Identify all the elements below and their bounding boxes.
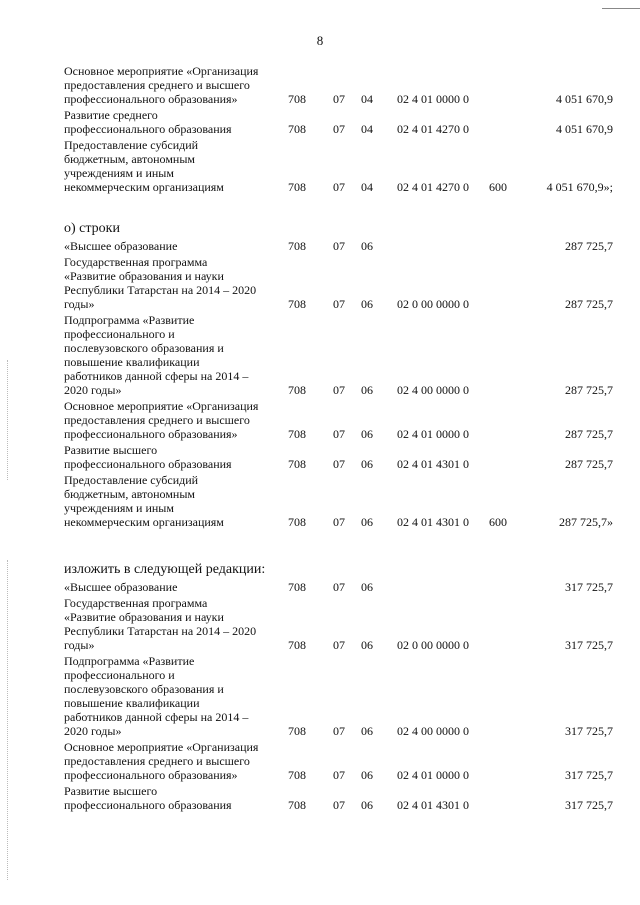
description-line: профессионального образования» (64, 768, 238, 782)
row-description (64, 654, 272, 738)
subsection-code: 06 (361, 798, 373, 812)
ministry-code: 708 (288, 427, 306, 441)
margin-scan-marks (7, 560, 9, 880)
description-line: Развитие высшего (64, 784, 158, 798)
margin-scan-marks (7, 360, 9, 480)
target-article-code: 02 4 01 0000 0 (397, 92, 469, 106)
amount-value: 287 725,7 (565, 239, 613, 253)
ministry-code: 708 (288, 798, 306, 812)
row-description (64, 443, 272, 471)
row-description (64, 313, 272, 397)
ministry-code: 708 (288, 92, 306, 106)
amount-value: 287 725,7 (565, 383, 613, 397)
subsection-code: 06 (361, 457, 373, 471)
amount-value: 287 725,7 (565, 457, 613, 471)
ministry-code: 708 (288, 122, 306, 136)
row-description (64, 239, 272, 253)
target-article-code: 02 4 01 4301 0 (397, 515, 469, 529)
amount-value: 287 725,7 (565, 297, 613, 311)
target-article-code: 02 4 01 4270 0 (397, 122, 469, 136)
description-line: Республики Татарстан на 2014 – 2020 (64, 624, 257, 638)
description-line: предоставления среднего и высшего (64, 413, 250, 427)
description-line: Основное мероприятие «Организация (64, 64, 259, 78)
subsection-code: 06 (361, 239, 373, 253)
row-description (64, 740, 272, 782)
description-line: «Высшее образование (64, 239, 178, 253)
description-line: профессионального образования (64, 798, 232, 812)
section-code: 07 (333, 180, 345, 194)
ministry-code: 708 (288, 297, 306, 311)
target-article-code: 02 4 00 0000 0 (397, 724, 469, 738)
subsection-code: 06 (361, 580, 373, 594)
description-line: некоммерческим организациям (64, 515, 224, 529)
description-line: Основное мероприятие «Организация (64, 740, 259, 754)
description-line: «Развитие образования и науки (64, 610, 224, 624)
section-code: 07 (333, 297, 345, 311)
row-description (64, 596, 272, 652)
subsection-code: 06 (361, 638, 373, 652)
target-article-code: 02 4 00 0000 0 (397, 383, 469, 397)
section-code: 07 (333, 515, 345, 529)
ministry-code: 708 (288, 239, 306, 253)
description-line: Подпрограмма «Развитие (64, 654, 195, 668)
section-code: 07 (333, 427, 345, 441)
amount-value: 4 051 670,9 (556, 92, 613, 106)
description-line: бюджетным, автономным (64, 487, 195, 501)
subsection-code: 04 (361, 92, 373, 106)
description-line: послевузовского образования и (64, 341, 224, 355)
ministry-code: 708 (288, 383, 306, 397)
section-code: 07 (333, 383, 345, 397)
description-line: Развитие высшего (64, 443, 158, 457)
expense-type-code: 600 (489, 180, 507, 194)
amount-value: 317 725,7 (565, 724, 613, 738)
ministry-code: 708 (288, 180, 306, 194)
page-number: 8 (316, 33, 324, 48)
section-code: 07 (333, 724, 345, 738)
description-line: повышение квалификации (64, 355, 200, 369)
amount-value: 317 725,7 (565, 580, 613, 594)
row-description (64, 64, 272, 106)
row-description (64, 108, 272, 136)
section-code: 07 (333, 798, 345, 812)
description-line: Основное мероприятие «Организация (64, 399, 259, 413)
subsection-code: 06 (361, 427, 373, 441)
section-code: 07 (333, 92, 345, 106)
description-line: Подпрограмма «Развитие (64, 313, 195, 327)
description-line: бюджетным, автономным (64, 152, 195, 166)
target-article-code: 02 0 00 0000 0 (397, 297, 469, 311)
amount-value: 317 725,7 (565, 638, 613, 652)
row-description (64, 473, 272, 529)
ministry-code: 708 (288, 768, 306, 782)
section-code: 07 (333, 768, 345, 782)
description-line: «Высшее образование (64, 580, 178, 594)
corner-scan-line (602, 8, 640, 9)
row-description (64, 399, 272, 441)
amount-value: 4 051 670,9 (556, 122, 613, 136)
description-line: профессионального образования» (64, 427, 238, 441)
description-line: учреждениям и иным (64, 166, 174, 180)
amount-value: 287 725,7 (565, 427, 613, 441)
description-line: годы» (64, 638, 95, 652)
subsection-code: 06 (361, 297, 373, 311)
description-line: предоставления среднего и высшего (64, 78, 250, 92)
target-article-code: 02 4 01 4301 0 (397, 798, 469, 812)
section-code: 07 (333, 122, 345, 136)
amount-value: 4 051 670,9»; (546, 180, 613, 194)
description-line: профессионального и (64, 668, 175, 682)
description-line: Предоставление субсидий (64, 138, 199, 152)
ministry-code: 708 (288, 580, 306, 594)
description-line: повышение квалификации (64, 696, 200, 710)
row-description (64, 784, 272, 812)
description-line: Государственная программа (64, 596, 208, 610)
description-line: профессионального образования (64, 122, 232, 136)
target-article-code: 02 4 01 4270 0 (397, 180, 469, 194)
target-article-code: 02 4 01 0000 0 (397, 427, 469, 441)
subsection-code: 06 (361, 515, 373, 529)
subsection-code: 06 (361, 768, 373, 782)
description-line: профессионального образования (64, 457, 232, 471)
section-heading: о) строки (64, 221, 120, 236)
description-line: работников данной сферы на 2014 – (64, 710, 249, 724)
section-code: 07 (333, 638, 345, 652)
row-description (64, 138, 272, 194)
section-code: 07 (333, 457, 345, 471)
description-line: некоммерческим организациям (64, 180, 224, 194)
section-code: 07 (333, 580, 345, 594)
description-line: годы» (64, 297, 95, 311)
ministry-code: 708 (288, 638, 306, 652)
description-line: профессионального образования» (64, 92, 238, 106)
description-line: профессионального и (64, 327, 175, 341)
ministry-code: 708 (288, 724, 306, 738)
target-article-code: 02 0 00 0000 0 (397, 638, 469, 652)
amount-value: 317 725,7 (565, 798, 613, 812)
description-line: «Развитие образования и науки (64, 269, 224, 283)
row-description (64, 580, 272, 594)
subsection-code: 04 (361, 122, 373, 136)
description-line: работников данной сферы на 2014 – (64, 369, 249, 383)
ministry-code: 708 (288, 457, 306, 471)
subsection-code: 06 (361, 383, 373, 397)
section-code: 07 (333, 239, 345, 253)
description-line: 2020 годы» (64, 724, 122, 738)
amount-value: 287 725,7» (559, 515, 613, 529)
target-article-code: 02 4 01 0000 0 (397, 768, 469, 782)
expense-type-code: 600 (489, 515, 507, 529)
amount-value: 317 725,7 (565, 768, 613, 782)
description-line: учреждениям и иным (64, 501, 174, 515)
description-line: Развитие среднего (64, 108, 158, 122)
section-heading: изложить в следующей редакции: (64, 562, 266, 577)
target-article-code: 02 4 01 4301 0 (397, 457, 469, 471)
description-line: Предоставление субсидий (64, 473, 199, 487)
subsection-code: 04 (361, 180, 373, 194)
description-line: Государственная программа (64, 255, 208, 269)
row-description (64, 255, 272, 311)
description-line: послевузовского образования и (64, 682, 224, 696)
description-line: 2020 годы» (64, 383, 122, 397)
description-line: Республики Татарстан на 2014 – 2020 (64, 283, 257, 297)
subsection-code: 06 (361, 724, 373, 738)
description-line: предоставления среднего и высшего (64, 754, 250, 768)
ministry-code: 708 (288, 515, 306, 529)
